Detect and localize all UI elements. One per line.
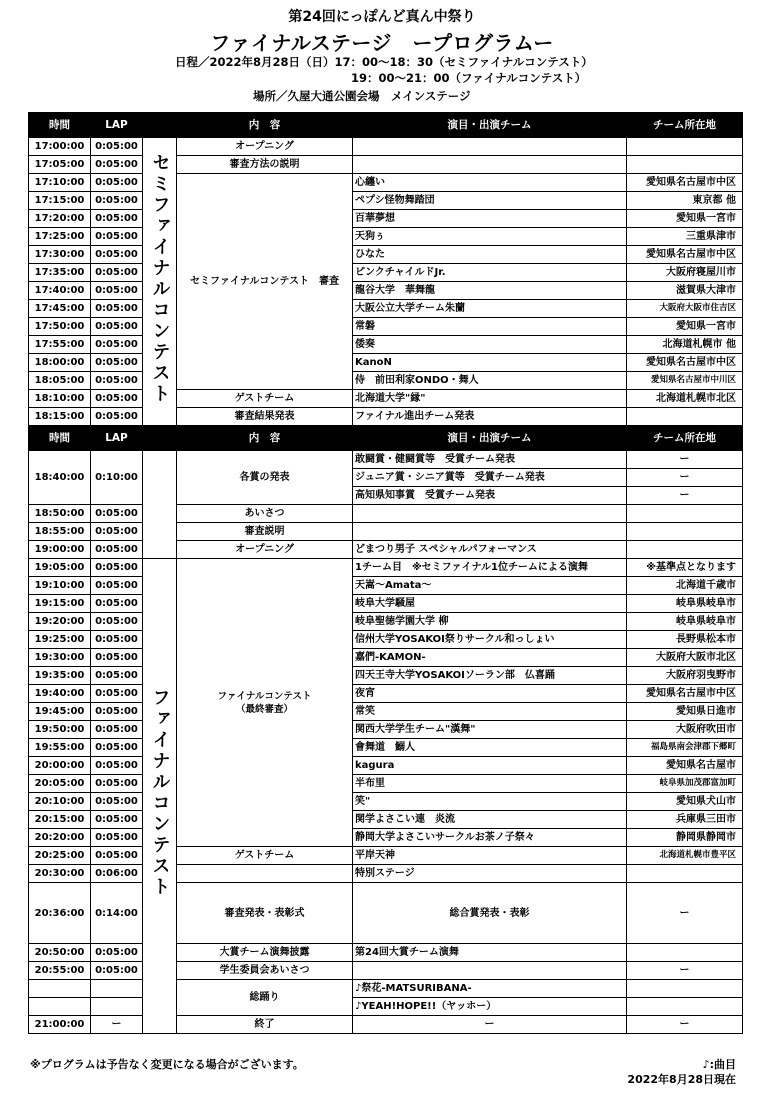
act-cell: 天嵩～Amata～ [353,577,627,595]
lap-cell: 0:06:00 [91,865,143,883]
loc-cell: ー [627,469,743,487]
lap-cell: 0:05:00 [91,739,143,757]
time-cell: 19:50:00 [29,721,91,739]
lap-cell: 0:05:00 [91,228,143,246]
loc-cell: 北海道札幌市北区 [627,390,743,408]
content-cell: オープニング [177,541,353,559]
loc-cell: 大阪府大阪市住吉区 [627,300,743,318]
schedule-line-1: 日程／2022年8月28日（日）17：00～18：30（セミファイナルコンテスト） [175,55,593,69]
lap-cell: 0:05:00 [91,793,143,811]
time-cell: 18:05:00 [29,372,91,390]
contest-label: ファイナルコンテスト [217,690,312,702]
time-cell [29,980,91,998]
loc-cell: 長野県松本市 [627,631,743,649]
lap-cell: 0:05:00 [91,372,143,390]
time-cell: 17:55:00 [29,336,91,354]
content-cell: 審査説明 [177,523,353,541]
loc-cell [627,998,743,1016]
time-cell: 20:05:00 [29,775,91,793]
lap-cell: 0:05:00 [91,300,143,318]
loc-cell: 大阪府寝屋川市 [627,264,743,282]
content-cell: ゲストチーム [177,847,353,865]
content-cell: 大賞チーム演舞披露 [177,944,353,962]
act-cell: ♪祭花-MATSURIBANA- [353,980,627,998]
loc-cell [627,865,743,883]
content-cell: 総踊り [177,980,353,1016]
table-row [29,372,743,390]
loc-cell: 愛知県一宮市 [627,210,743,228]
act-cell: ー [353,1016,627,1034]
content-cell [177,559,353,847]
act-cell: 北海道大学"縁" [353,390,627,408]
lap-cell: 0:05:00 [91,174,143,192]
time-cell: 21:00:00 [29,1016,91,1034]
header [0,0,764,112]
time-cell: 19:15:00 [29,595,91,613]
lap-cell: 0:05:00 [91,192,143,210]
time-cell: 17:15:00 [29,192,91,210]
act-cell: ジュニア賞・シニア賞等 受賞チーム発表 [353,469,627,487]
time-cell: 20:25:00 [29,847,91,865]
act-cell [353,962,627,980]
loc-cell [627,980,743,998]
lap-cell: ー [91,1016,143,1034]
loc-cell [627,944,743,962]
lap-cell: 0:05:00 [91,505,143,523]
content-cell: オープニング [177,138,353,156]
time-cell: 17:30:00 [29,246,91,264]
col-content: 内 容 [177,426,353,451]
loc-cell: 愛知県名古屋市中川区 [627,372,743,390]
act-cell [353,156,627,174]
loc-cell: 岐阜県加茂郡富加町 [627,775,743,793]
act-cell: 百華夢想 [353,210,627,228]
act-cell [353,138,627,156]
loc-cell: 岐阜県岐阜市 [627,613,743,631]
section-semifinal [143,138,177,426]
table-row [29,390,743,408]
loc-cell [627,156,743,174]
loc-cell [627,138,743,156]
time-cell: 17:20:00 [29,210,91,228]
table-row [29,210,743,228]
loc-cell: 大阪府羽曳野市 [627,667,743,685]
time-cell: 17:45:00 [29,300,91,318]
table-row [29,1016,743,1034]
col-act: 演目・出演チーム [353,113,627,138]
table-row [29,631,743,649]
act-cell: ピンクチャイルドJr. [353,264,627,282]
content-cell: 審査発表・表彰式 [177,883,353,944]
lap-cell: 0:05:00 [91,613,143,631]
act-cell: 笑" [353,793,627,811]
loc-cell: ー [627,487,743,505]
venue: 場所／久屋大通公園会場 メインステージ [253,89,471,103]
lap-cell: 0:14:00 [91,883,143,944]
time-cell: 19:55:00 [29,739,91,757]
loc-cell: 岐阜県岐阜市 [627,595,743,613]
act-cell: 常磐 [353,318,627,336]
act-cell: ♪YEAH!HOPE!!（ヤッホー） [353,998,627,1016]
table-row [29,228,743,246]
act-cell: 関西大学学生チーム"漢舞" [353,721,627,739]
content-cell: セミファイナルコンテスト 審査 [177,174,353,390]
table-row [29,174,743,192]
loc-cell: 三重県津市 [627,228,743,246]
time-cell: 19:10:00 [29,577,91,595]
loc-cell: 愛知県名古屋市中区 [627,246,743,264]
table-row [29,300,743,318]
act-cell: 特別ステージ [353,865,627,883]
act-cell: 岐阜聖徳学園大学 柳 [353,613,627,631]
loc-cell: 兵庫県三田市 [627,811,743,829]
lap-cell: 0:05:00 [91,523,143,541]
time-cell: 17:25:00 [29,228,91,246]
table-row [29,739,743,757]
act-cell: KanoN [353,354,627,372]
footer-note: ※プログラムは予告なく変更になる場合がございます。 [30,1058,304,1071]
program-table [28,112,743,1034]
col-time: 時間 [29,113,91,138]
table-row [29,944,743,962]
time-cell: 19:00:00 [29,541,91,559]
loc-cell: 愛知県名古屋市中区 [627,354,743,372]
lap-cell: 0:05:00 [91,631,143,649]
table-row [29,559,743,577]
act-cell: ファイナル進出チーム発表 [353,408,627,426]
act-cell: 會舞道 鰯人 [353,739,627,757]
col-loc: チーム所在地 [627,426,743,451]
lap-cell: 0:05:00 [91,667,143,685]
act-cell: 侍 前田利家ONDO・舞人 [353,372,627,390]
time-cell: 20:50:00 [29,944,91,962]
act-cell: 天狗ぅ [353,228,627,246]
table-row [29,264,743,282]
table-row [29,577,743,595]
time-cell: 19:35:00 [29,667,91,685]
lap-cell: 0:05:00 [91,847,143,865]
lap-cell: 0:05:00 [91,757,143,775]
time-cell: 19:25:00 [29,631,91,649]
table-row [29,505,743,523]
col-section [143,113,177,138]
table-row [29,595,743,613]
lap-cell: 0:05:00 [91,595,143,613]
col-act: 演目・出演チーム [353,426,627,451]
lap-cell: 0:05:00 [91,246,143,264]
table-header-row [29,426,743,451]
content-cell: あいさつ [177,505,353,523]
table-row [29,282,743,300]
section-label: ファイナルコンテスト [149,688,171,898]
lap-cell: 0:05:00 [91,541,143,559]
loc-cell [627,408,743,426]
lap-cell [91,998,143,1016]
loc-cell [627,505,743,523]
time-cell: 20:20:00 [29,829,91,847]
time-cell: 17:35:00 [29,264,91,282]
lap-cell: 0:05:00 [91,354,143,372]
schedule-line-2: 19：00～21：00（ファイナルコンテスト） [351,71,587,85]
time-cell: 19:30:00 [29,649,91,667]
time-cell: 17:00:00 [29,138,91,156]
loc-cell: 愛知県一宮市 [627,318,743,336]
act-cell: どまつり男子 スペシャルパフォーマンス [353,541,627,559]
loc-cell: 愛知県名古屋市中区 [627,174,743,192]
table-row [29,408,743,426]
act-cell: 第24回大賞チーム演舞 [353,944,627,962]
loc-cell: 北海道千歳市 [627,577,743,595]
act-cell: 1チーム目 ※セミファイナル1位チームによる演舞 [353,559,627,577]
lap-cell: 0:05:00 [91,944,143,962]
act-cell: 高知県知事賞 受賞チーム発表 [353,487,627,505]
section-blank [143,451,177,559]
col-lap: LAP [91,113,143,138]
lap-cell: 0:05:00 [91,336,143,354]
table-row [29,541,743,559]
loc-cell [627,541,743,559]
section-label: セミファイナルコンテスト [149,152,171,405]
table-row [29,703,743,721]
lap-cell: 0:05:00 [91,156,143,174]
section-final [143,559,177,1034]
loc-cell: 大阪府大阪市北区 [627,649,743,667]
content-cell: 審査方法の説明 [177,156,353,174]
act-cell: 心纏い [353,174,627,192]
time-cell: 18:50:00 [29,505,91,523]
table-row [29,865,743,883]
act-cell: 関学よさこい連 炎流 [353,811,627,829]
table-row [29,793,743,811]
lap-cell: 0:05:00 [91,962,143,980]
time-cell: 20:36:00 [29,883,91,944]
lap-cell: 0:05:00 [91,138,143,156]
table-row [29,775,743,793]
event-title: 第24回にっぽんど真ん中祭り [288,9,476,25]
table-row [29,451,743,469]
loc-cell: 愛知県名古屋市中区 [627,685,743,703]
lap-cell: 0:05:00 [91,829,143,847]
act-cell: 倭奏 [353,336,627,354]
lap-cell: 0:05:00 [91,264,143,282]
act-cell: 岐阜大学騒屋 [353,595,627,613]
time-cell: 17:40:00 [29,282,91,300]
loc-cell: 東京都 他 [627,192,743,210]
lap-cell: 0:05:00 [91,685,143,703]
table-row [29,685,743,703]
loc-cell [627,523,743,541]
table-row [29,138,743,156]
time-cell: 20:55:00 [29,962,91,980]
table-row [29,980,743,998]
loc-cell: ー [627,962,743,980]
time-cell: 19:05:00 [29,559,91,577]
lap-cell: 0:05:00 [91,703,143,721]
page-title: ファイナルステージ ープログラムー [210,31,554,55]
loc-cell: 福島県南会津郡下郷町 [627,739,743,757]
table-row [29,354,743,372]
act-cell: 平岸天神 [353,847,627,865]
lap-cell [91,980,143,998]
act-cell: 信州大学YOSAKOI祭りサークル和っしょい [353,631,627,649]
table-row [29,613,743,631]
content-cell: 終了 [177,1016,353,1034]
time-cell: 17:05:00 [29,156,91,174]
loc-cell: 愛知県日進市 [627,703,743,721]
act-cell: 夜宵 [353,685,627,703]
act-cell: 半布里 [353,775,627,793]
table-header-row [29,113,743,138]
table-row [29,998,743,1016]
loc-cell: ー [627,451,743,469]
loc-cell: 北海道札幌市 他 [627,336,743,354]
lap-cell: 0:05:00 [91,559,143,577]
content-cell [177,865,353,883]
table-row [29,962,743,980]
col-lap: LAP [91,426,143,451]
table-row [29,829,743,847]
act-cell: 嘉們-KAMON- [353,649,627,667]
table-row [29,667,743,685]
act-cell: kagura [353,757,627,775]
act-cell: 龍谷大学 華舞龍 [353,282,627,300]
table-row [29,246,743,264]
lap-cell: 0:05:00 [91,390,143,408]
table-row [29,847,743,865]
loc-cell: 愛知県名古屋市 [627,757,743,775]
lap-cell: 0:05:00 [91,811,143,829]
col-loc: チーム所在地 [627,113,743,138]
lap-cell: 0:05:00 [91,577,143,595]
time-cell: 18:55:00 [29,523,91,541]
as-of-date: 2022年8月28日現在 [627,1073,736,1086]
loc-cell: 滋賀県大津市 [627,282,743,300]
time-cell [29,998,91,1016]
content-cell: 学生委員会あいさつ [177,962,353,980]
act-cell [353,523,627,541]
time-cell: 20:10:00 [29,793,91,811]
col-time: 時間 [29,426,91,451]
time-cell: 19:40:00 [29,685,91,703]
act-cell: 四天王寺大学YOSAKOIソーラン部 仏喜踊 [353,667,627,685]
time-cell: 17:50:00 [29,318,91,336]
table-row [29,318,743,336]
time-cell: 18:00:00 [29,354,91,372]
content-cell: 各賞の発表 [177,451,353,505]
loc-cell: 北海道札幌市豊平区 [627,847,743,865]
lap-cell: 0:05:00 [91,775,143,793]
loc-cell: ※基準点となります [627,559,743,577]
contest-sublabel: （最終審査） [235,703,293,715]
col-section [143,426,177,451]
lap-cell: 0:05:00 [91,721,143,739]
table-row [29,757,743,775]
lap-cell: 0:05:00 [91,649,143,667]
table-row [29,649,743,667]
act-cell: ひなた [353,246,627,264]
loc-cell: 愛知県犬山市 [627,793,743,811]
table-row [29,523,743,541]
lap-cell: 0:10:00 [91,451,143,505]
time-cell: 18:40:00 [29,451,91,505]
table-row [29,883,743,944]
table-row [29,336,743,354]
loc-cell: 静岡県静岡市 [627,829,743,847]
loc-cell: ー [627,1016,743,1034]
act-cell: 常笑 [353,703,627,721]
lap-cell: 0:05:00 [91,210,143,228]
act-cell: ペプシ怪物舞踏団 [353,192,627,210]
music-legend: ♪:曲目 [702,1058,736,1071]
act-cell: 大阪公立大学チーム朱蘭 [353,300,627,318]
loc-cell: ー [627,883,743,944]
content-cell: 審査結果発表 [177,408,353,426]
time-cell: 18:15:00 [29,408,91,426]
time-cell: 20:00:00 [29,757,91,775]
col-content: 内 容 [177,113,353,138]
loc-cell: 大阪府吹田市 [627,721,743,739]
table-row [29,811,743,829]
lap-cell: 0:05:00 [91,282,143,300]
time-cell: 20:15:00 [29,811,91,829]
lap-cell: 0:05:00 [91,318,143,336]
table-row [29,156,743,174]
act-cell: 静岡大学よさこいサークルお茶ノ子祭々 [353,829,627,847]
time-cell: 20:30:00 [29,865,91,883]
table-row [29,192,743,210]
content-cell: ゲストチーム [177,390,353,408]
lap-cell: 0:05:00 [91,408,143,426]
act-cell: 総合賞発表・表彰 [353,883,627,944]
time-cell: 17:10:00 [29,174,91,192]
act-cell: 敢闘賞・健闘賞等 受賞チーム発表 [353,451,627,469]
time-cell: 19:20:00 [29,613,91,631]
act-cell [353,505,627,523]
time-cell: 19:45:00 [29,703,91,721]
time-cell: 18:10:00 [29,390,91,408]
table-row [29,721,743,739]
